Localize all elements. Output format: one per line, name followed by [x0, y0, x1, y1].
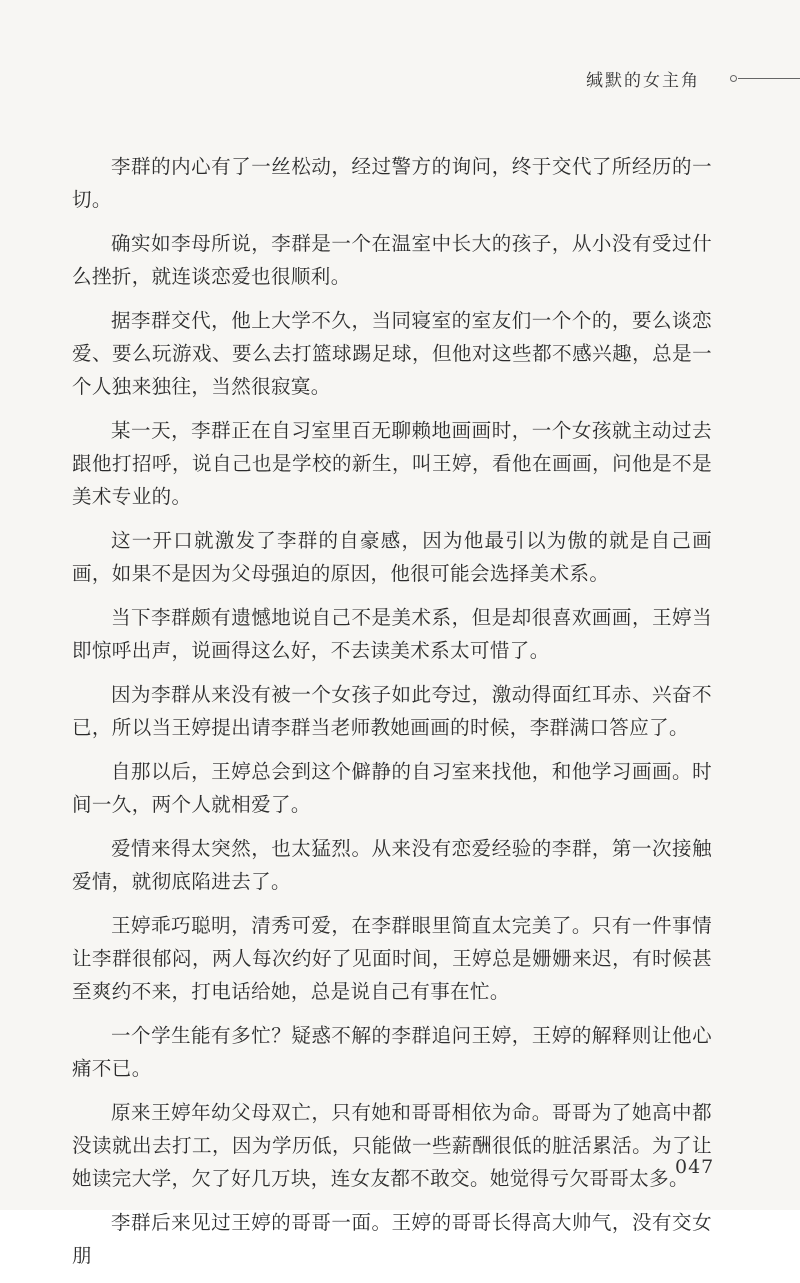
paragraph: 原来王婷年幼父母双亡，只有她和哥哥相依为命。哥哥为了她高中都没读就出去打工，因为学历低，只能做一些薪酬很低的脏活累活。为了让她读完大学，欠了好几万块，连女友都不敢交。她觉得亏欠哥哥太多。	[72, 1101, 712, 1190]
paragraph: 这一开口就激发了李群的自豪感，因为他最引以为傲的就是自己画画，如果不是因为父母强迫的原因，他很可能会选择美术系。	[72, 529, 712, 585]
paragraph: 李群的内心有了一丝松动，经过警方的询问，终于交代了所经历的一切。	[72, 155, 712, 211]
paragraph: 确实如李母所说，李群是一个在温室中长大的孩子，从小没有受过什么挫折，就连谈恋爱也很顺利。	[72, 232, 712, 288]
paragraph: 李群后来见过王婷的哥哥一面。王婷的哥哥长得高大帅气，没有交女朋	[72, 1211, 712, 1267]
paragraph: 据李群交代，他上大学不久，当同寝室的室友们一个个的，要么谈恋爱、要么玩游戏、要么去打篮球踢足球，但他对这些都不感兴趣，总是一个人独来独往，当然很寂寞。	[72, 309, 712, 398]
page-number: 047	[675, 1156, 715, 1178]
ornament-circle-icon	[730, 75, 737, 82]
body-text	[72, 150, 715, 1283]
running-head	[570, 66, 800, 90]
paragraph: 一个学生能有多忙？疑惑不解的李群追问王婷，王婷的解释则让他心痛不已。	[72, 1024, 712, 1080]
paragraph: 爱情来得太突然，也太猛烈。从来没有恋爱经验的李群，第一次接触爱情，就彻底陷进去了。	[72, 837, 712, 893]
header-ornament	[730, 74, 800, 84]
paragraph: 当下李群颇有遗憾地说自己不是美术系，但是却很喜欢画画，王婷当即惊呼出声，说画得这么好，不去读美术系太可惜了。	[72, 606, 712, 662]
running-title: 缄默的女主角	[586, 71, 700, 91]
paragraph: 自那以后，王婷总会到这个僻静的自习室来找他，和他学习画画。时间一久，两个人就相爱了。	[72, 760, 712, 816]
header-rule	[738, 78, 800, 79]
paragraph: 因为李群从来没有被一个女孩子如此夸过，激动得面红耳赤、兴奋不已，所以当王婷提出请李群当老师教她画画的时候，李群满口答应了。	[72, 683, 712, 739]
paragraph: 某一天，李群正在自习室里百无聊赖地画画时，一个女孩就主动过去跟他打招呼，说自己也是学校的新生，叫王婷，看他在画画，问他是不是美术专业的。	[72, 419, 712, 508]
paragraph: 王婷乖巧聪明，清秀可爱，在李群眼里简直太完美了。只有一件事情让李群很郁闷，两人每次约好了见面时间，王婷总是姗姗来迟，有时候甚至爽约不来，打电话给她，总是说自己有事在忙。	[72, 914, 712, 1003]
